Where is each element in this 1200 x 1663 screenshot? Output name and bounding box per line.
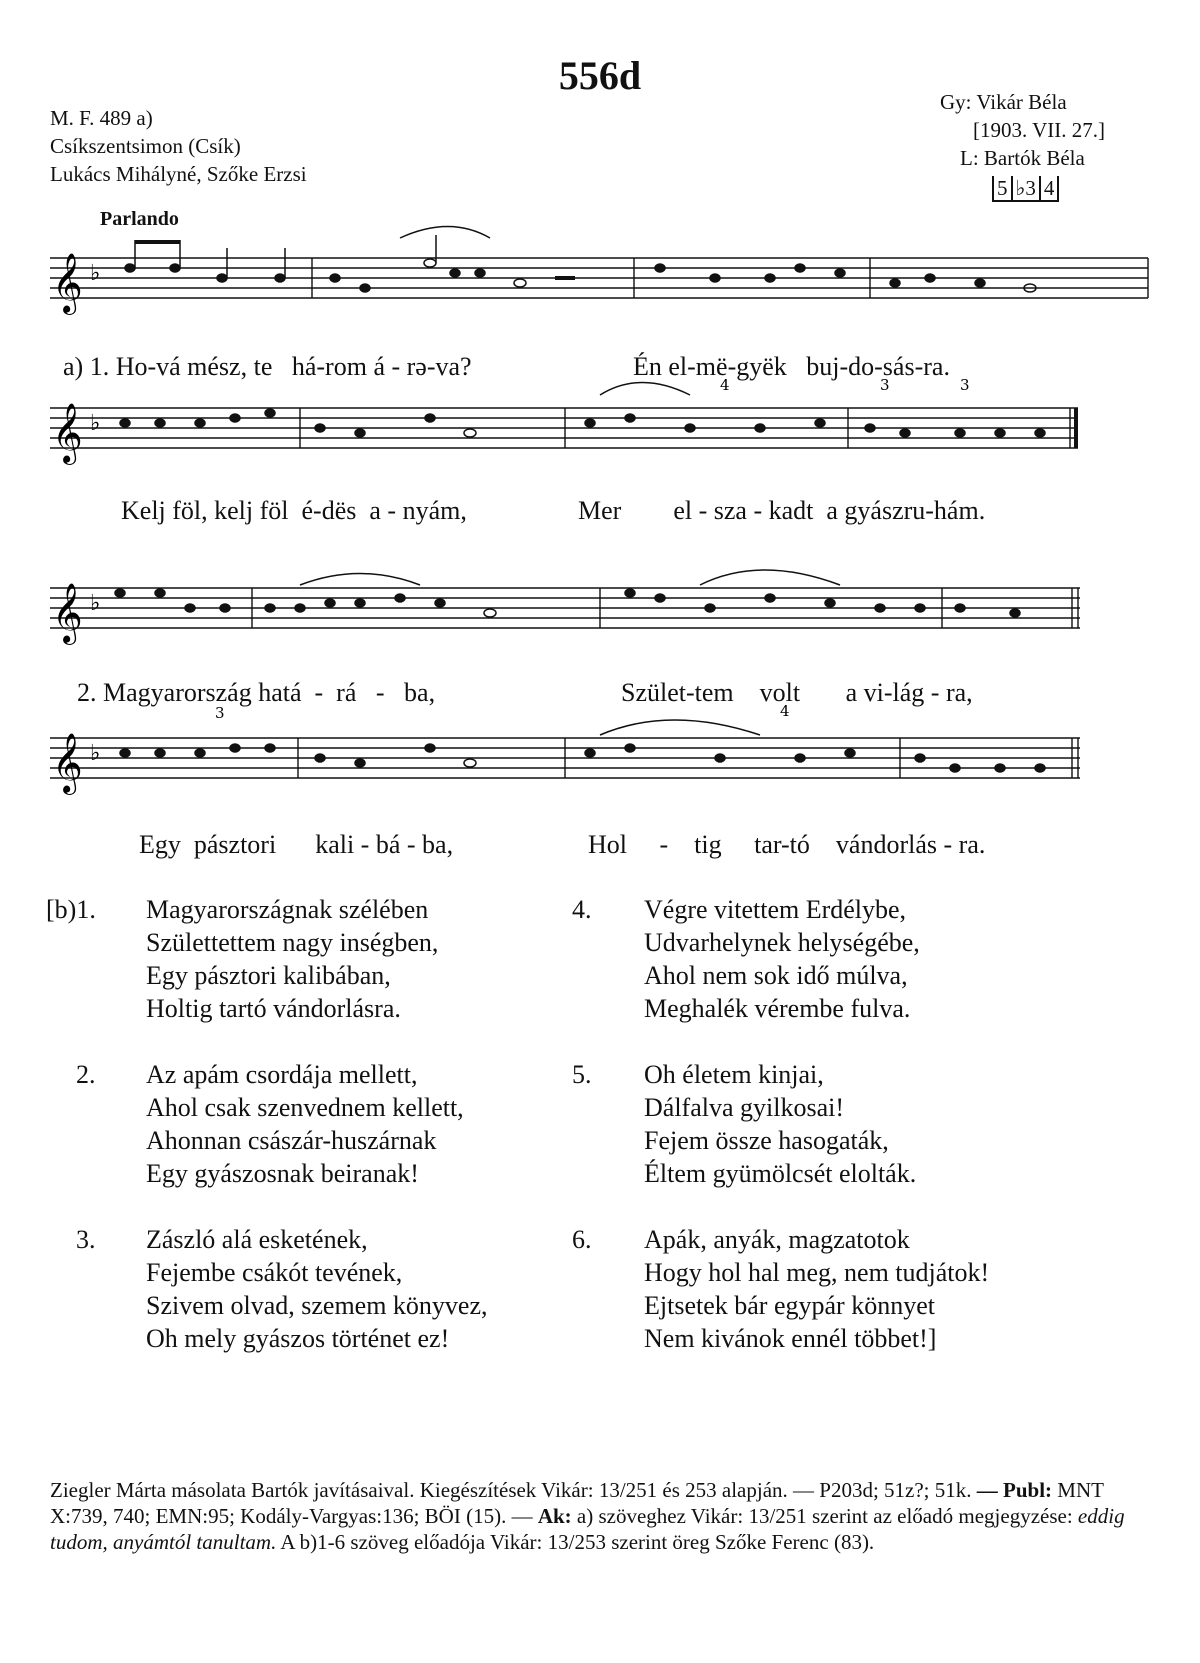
verse-line: Ahonnan császár-huszárnak bbox=[146, 1126, 437, 1155]
verse-line: Udvarhelynek helységébe, bbox=[644, 928, 920, 957]
flat-icon: ♭ bbox=[90, 591, 101, 616]
tuplet-label: 4 bbox=[780, 702, 790, 720]
source-singer: Lukács Mihályné, Szőke Erzsi bbox=[50, 162, 307, 186]
lyric-segment: é-dës a - nyám, bbox=[301, 496, 467, 525]
verse-lines bbox=[644, 1223, 989, 1355]
lyric-segment: - bbox=[659, 830, 669, 859]
verse-line: Zászló alá esketének, bbox=[146, 1225, 368, 1254]
ak-rest: A b)1-6 szöveg előadója Vikár: 13/253 szerint öreg Szőke Ferenc (83). bbox=[276, 1530, 875, 1554]
verse-line: Apák, anyák, magzatotok bbox=[644, 1225, 910, 1254]
ak-text: a) szöveghez Vikár: 13/251 szerint az előadó megjegyzése: bbox=[571, 1504, 1078, 1528]
lyric-segment: Hol bbox=[588, 830, 627, 859]
lyric-segment: Én el-më-gyëk bbox=[633, 352, 787, 381]
lyric-segment: tig bbox=[694, 830, 722, 859]
verse-lines bbox=[146, 893, 438, 1025]
verse-line: Születtettem nagy inségben, bbox=[146, 928, 439, 957]
verse bbox=[46, 1223, 566, 1355]
verse-line: Ahol nem sok idő múlva, bbox=[644, 961, 908, 990]
treble-clef-icon: 𝄞 bbox=[52, 583, 83, 643]
ak-label: Ak: bbox=[537, 1504, 572, 1528]
source-ref: M. F. 489 a) bbox=[50, 106, 153, 130]
collector: Gy: Vikár Béla bbox=[940, 90, 1067, 114]
verse-lines bbox=[644, 1058, 916, 1190]
lyric-segment: há-rom á - rə-va? bbox=[291, 352, 472, 381]
verse-line: Oh mely gyászos történet ez! bbox=[146, 1324, 450, 1353]
footnote-text: Ziegler Márta másolata Bartók javításaival. Kiegészítések Vikár: 13/251 és 253 alapján. — P203d; 51z?; 51k. bbox=[50, 1478, 972, 1502]
lyrics-line-3b bbox=[608, 648, 973, 708]
tuplet-label: 3 bbox=[880, 376, 890, 394]
lyrics-line-2b bbox=[565, 466, 985, 526]
verse-line: Egy gyászosnak beiranak! bbox=[146, 1159, 419, 1188]
publ-text: MNT X:739, 740; EMN:95; Kodály-Vargyas:136; BÖI (15). — bbox=[50, 1478, 1104, 1528]
key-mark: 5 bbox=[992, 176, 1013, 202]
lyric-segment: Mer bbox=[578, 496, 622, 525]
lyric-segment: 2. Magyarország hatá - rá bbox=[77, 678, 357, 707]
verse-number: [b)1. bbox=[46, 895, 96, 924]
lyric-segment: ba, bbox=[404, 678, 436, 707]
music-staff bbox=[0, 570, 1200, 650]
lyric-segment: Szület-tem bbox=[621, 678, 734, 707]
verse bbox=[46, 1058, 566, 1190]
lyric-segment: volt bbox=[759, 678, 801, 707]
song-number: 556d bbox=[558, 53, 642, 98]
lyric-segment: el - sza - kadt bbox=[673, 496, 814, 525]
ak-quote: eddig tudom, anyámtól tanultam. bbox=[50, 1504, 1125, 1554]
verse-line: Fejem össze hasogaták, bbox=[644, 1126, 889, 1155]
publ-label: — Publ: bbox=[976, 1478, 1053, 1502]
lyrics-line-3 bbox=[64, 648, 435, 708]
treble-clef-icon: 𝄞 bbox=[52, 403, 83, 463]
verse bbox=[572, 1223, 1132, 1355]
verse bbox=[572, 893, 1132, 1025]
tempo-marking: Parlando bbox=[100, 208, 179, 230]
lyric-segment: a vi-lág - ra, bbox=[845, 678, 973, 707]
verse-lines bbox=[146, 1223, 488, 1355]
lyric-segment: Egy pásztori bbox=[139, 830, 277, 859]
lyric-segment: tar-tó bbox=[754, 830, 810, 859]
verse bbox=[46, 893, 566, 1025]
verse-line: Végre vitettem Erdélybe, bbox=[644, 895, 907, 924]
lyric-segment: a) 1. Ho-vá mész, te bbox=[63, 352, 273, 381]
treble-clef-icon: 𝄞 bbox=[52, 733, 83, 793]
verse-line: Egy pásztori kalibában, bbox=[146, 961, 391, 990]
lyrics-line-1 bbox=[50, 322, 472, 382]
verse-line: Meghalék vérembe fulva. bbox=[644, 994, 911, 1023]
verse-line: Magyarországnak szélében bbox=[146, 895, 429, 924]
music-staff bbox=[0, 240, 1200, 320]
verse-lines bbox=[644, 893, 920, 1025]
tuplet-label: 3 bbox=[960, 376, 970, 394]
collection-date: [1903. VII. 27.] bbox=[973, 118, 1106, 142]
lyrics-line-4b bbox=[575, 800, 985, 860]
verse-line: Éltem gyümölcsét elolták. bbox=[644, 1159, 917, 1188]
flat-icon: ♭ bbox=[90, 411, 101, 436]
tuplet-label: 4 bbox=[720, 376, 730, 394]
collector-block bbox=[930, 88, 1150, 202]
lyrics-line-4 bbox=[126, 800, 453, 860]
lyric-segment: kali - bá - ba, bbox=[315, 830, 454, 859]
lyric-segment: - bbox=[375, 678, 385, 707]
lyrics-line-1b bbox=[620, 322, 950, 382]
verse-line: Az apám csordája mellett, bbox=[146, 1060, 418, 1089]
verse-number: 4. bbox=[572, 895, 592, 924]
key-mark: ♭3 bbox=[1013, 176, 1041, 202]
lyrics-line-2 bbox=[108, 466, 467, 526]
verse-lines bbox=[146, 1058, 464, 1190]
lyric-segment: a gyászru-hám. bbox=[826, 496, 986, 525]
verse-line: Dálfalva gyilkosai! bbox=[644, 1093, 844, 1122]
footnote bbox=[50, 1477, 1160, 1555]
tuplet-label: 3 bbox=[215, 704, 225, 722]
verses-right-column bbox=[572, 893, 1132, 1355]
verse-number: 5. bbox=[572, 1060, 592, 1089]
verse-line: Fejembe csákót tevének, bbox=[146, 1258, 403, 1287]
flat-icon: ♭ bbox=[90, 741, 101, 766]
verse-line: Hogy hol hal meg, nem tudjátok! bbox=[644, 1258, 990, 1287]
verse bbox=[572, 1058, 1132, 1190]
music-staff bbox=[0, 702, 1200, 800]
verse-line: Szivem olvad, szemem könyvez, bbox=[146, 1291, 488, 1320]
verse-number: 2. bbox=[76, 1060, 96, 1089]
lyric-segment: buj-do-sás-ra. bbox=[806, 352, 950, 381]
key-mark: 4 bbox=[1041, 176, 1060, 202]
verse-line: Nem kivánok ennél többet!] bbox=[644, 1324, 937, 1353]
verses-left-column bbox=[46, 893, 566, 1355]
verse-line: Ahol csak szenvednem kellett, bbox=[146, 1093, 464, 1122]
key-marks bbox=[930, 174, 1059, 202]
transcriber: L: Bartók Béla bbox=[960, 146, 1085, 170]
source-block bbox=[50, 104, 307, 188]
verse-number: 6. bbox=[572, 1225, 592, 1254]
source-place: Csíkszentsimon (Csík) bbox=[50, 134, 241, 158]
treble-clef-icon: 𝄞 bbox=[52, 253, 83, 313]
music-staff bbox=[0, 376, 1200, 470]
flat-icon: ♭ bbox=[90, 261, 101, 286]
lyric-segment: vándorlás - ra. bbox=[835, 830, 986, 859]
verse-number: 3. bbox=[76, 1225, 96, 1254]
verse-line: Holtig tartó vándorlásra. bbox=[146, 994, 401, 1023]
lyric-segment: Kelj föl, kelj föl bbox=[121, 496, 289, 525]
verse-line: Oh életem kinjai, bbox=[644, 1060, 824, 1089]
verse-line: Ejtsetek bár egypár könnyet bbox=[644, 1291, 935, 1320]
